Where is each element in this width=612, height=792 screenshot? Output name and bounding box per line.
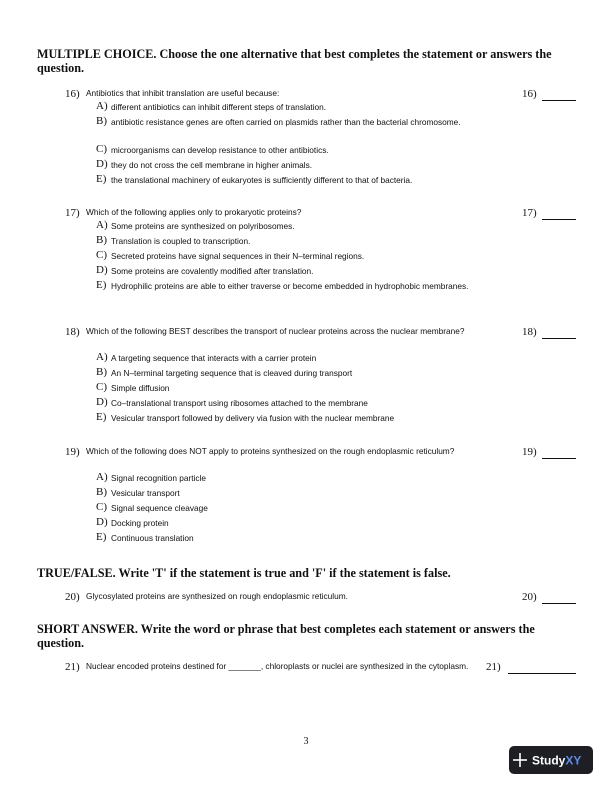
answer-blank[interactable] — [542, 219, 576, 220]
question-text: Glycosylated proteins are synthesized on rough endoplasmic reticulum. — [86, 591, 348, 601]
question-text: Which of the following BEST describes the transport of nuclear proteins across the nuclear membrane? — [86, 326, 465, 336]
option-16-e[interactable]: E) the translational machinery of eukaryotes is sufficiently different to that of bacteria. — [96, 173, 413, 185]
option-17-d[interactable]: D) Some proteins are covalently modified after translation. — [96, 264, 314, 276]
answer-blank[interactable] — [542, 100, 576, 101]
question-number: 16) — [65, 88, 80, 100]
option-16-c[interactable]: C) microorganisms can develop resistance to other antibiotics. — [96, 143, 329, 155]
answer-blank[interactable] — [508, 673, 576, 674]
answer-blank[interactable] — [542, 458, 576, 459]
answer-label: 19) — [522, 446, 537, 458]
option-19-b[interactable]: B) Vesicular transport — [96, 486, 180, 498]
option-19-e[interactable]: E) Continuous translation — [96, 531, 194, 543]
logo-text: StudyXY — [532, 753, 582, 768]
true-false-heading: TRUE/FALSE. Write 'T' if the statement is true and 'F' if the statement is false. — [37, 566, 451, 580]
question-text: Which of the following applies only to prokaryotic proteins? — [86, 207, 302, 217]
page-number: 3 — [303, 736, 309, 747]
question-text: Which of the following does NOT apply to proteins synthesized on the rough endoplasmic reticulum? — [86, 446, 455, 456]
option-16-d[interactable]: D) they do not cross the cell membrane in higher animals. — [96, 158, 313, 170]
option-18-d[interactable]: D) Co–translational transport using ribosomes attached to the membrane — [96, 396, 368, 408]
answer-label: 17) — [522, 207, 537, 219]
option-17-a[interactable]: A) Some proteins are synthesized on polyribosomes. — [96, 219, 295, 231]
answer-label: 18) — [522, 326, 537, 338]
studyxy-logo — [509, 746, 593, 774]
multiple-choice-heading: MULTIPLE CHOICE. Choose the one alternative that best completes the statement or answers the question. — [37, 47, 552, 75]
answer-label: 20) — [522, 591, 537, 603]
option-17-e[interactable]: E) Hydrophilic proteins are able to either traverse or become embedded in hydrophobic membranes. — [96, 279, 469, 291]
studyxy-logo-mark — [513, 750, 589, 770]
question-number: 21) — [65, 661, 80, 673]
option-17-b[interactable]: B) Translation is coupled to transcription. — [96, 234, 251, 246]
option-19-c[interactable]: C) Signal sequence cleavage — [96, 501, 208, 513]
question-number: 19) — [65, 446, 80, 458]
option-16-a[interactable]: A) different antibiotics can inhibit different steps of translation. — [96, 100, 327, 112]
question-number: 20) — [65, 591, 80, 603]
question-number: 17) — [65, 207, 80, 219]
short-answer-heading: SHORT ANSWER. Write the word or phrase that best completes each statement or answers the question. — [37, 622, 535, 650]
option-18-c[interactable]: C) Simple diffusion — [96, 381, 170, 393]
option-17-c[interactable]: C) Secreted proteins have signal sequences in their N–terminal regions. — [96, 249, 365, 261]
option-18-e[interactable]: E) Vesicular transport followed by delivery via fusion with the nuclear membrane — [96, 411, 395, 423]
answer-blank[interactable] — [542, 603, 576, 604]
question-number: 18) — [65, 326, 80, 338]
answer-label: 21) — [486, 661, 501, 673]
option-19-a[interactable]: A) Signal recognition particle — [96, 471, 207, 483]
option-16-b[interactable]: B) antibiotic resistance genes are often carried on plasmids rather than the bacterial chromosome. — [96, 115, 461, 127]
option-19-d[interactable]: D) Docking protein — [96, 516, 169, 528]
option-18-a[interactable]: A) A targeting sequence that interacts with a carrier protein — [96, 351, 317, 363]
question-text: Nuclear encoded proteins destined for _______, chloroplasts or nuclei are synthesized in the cytoplasm. — [86, 661, 469, 671]
answer-blank[interactable] — [542, 338, 576, 339]
answer-label: 16) — [522, 88, 537, 100]
option-18-b[interactable]: B) An N–terminal targeting sequence that is cleaved during transport — [96, 366, 353, 378]
question-text: Antibiotics that inhibit translation are useful because: — [86, 88, 280, 98]
